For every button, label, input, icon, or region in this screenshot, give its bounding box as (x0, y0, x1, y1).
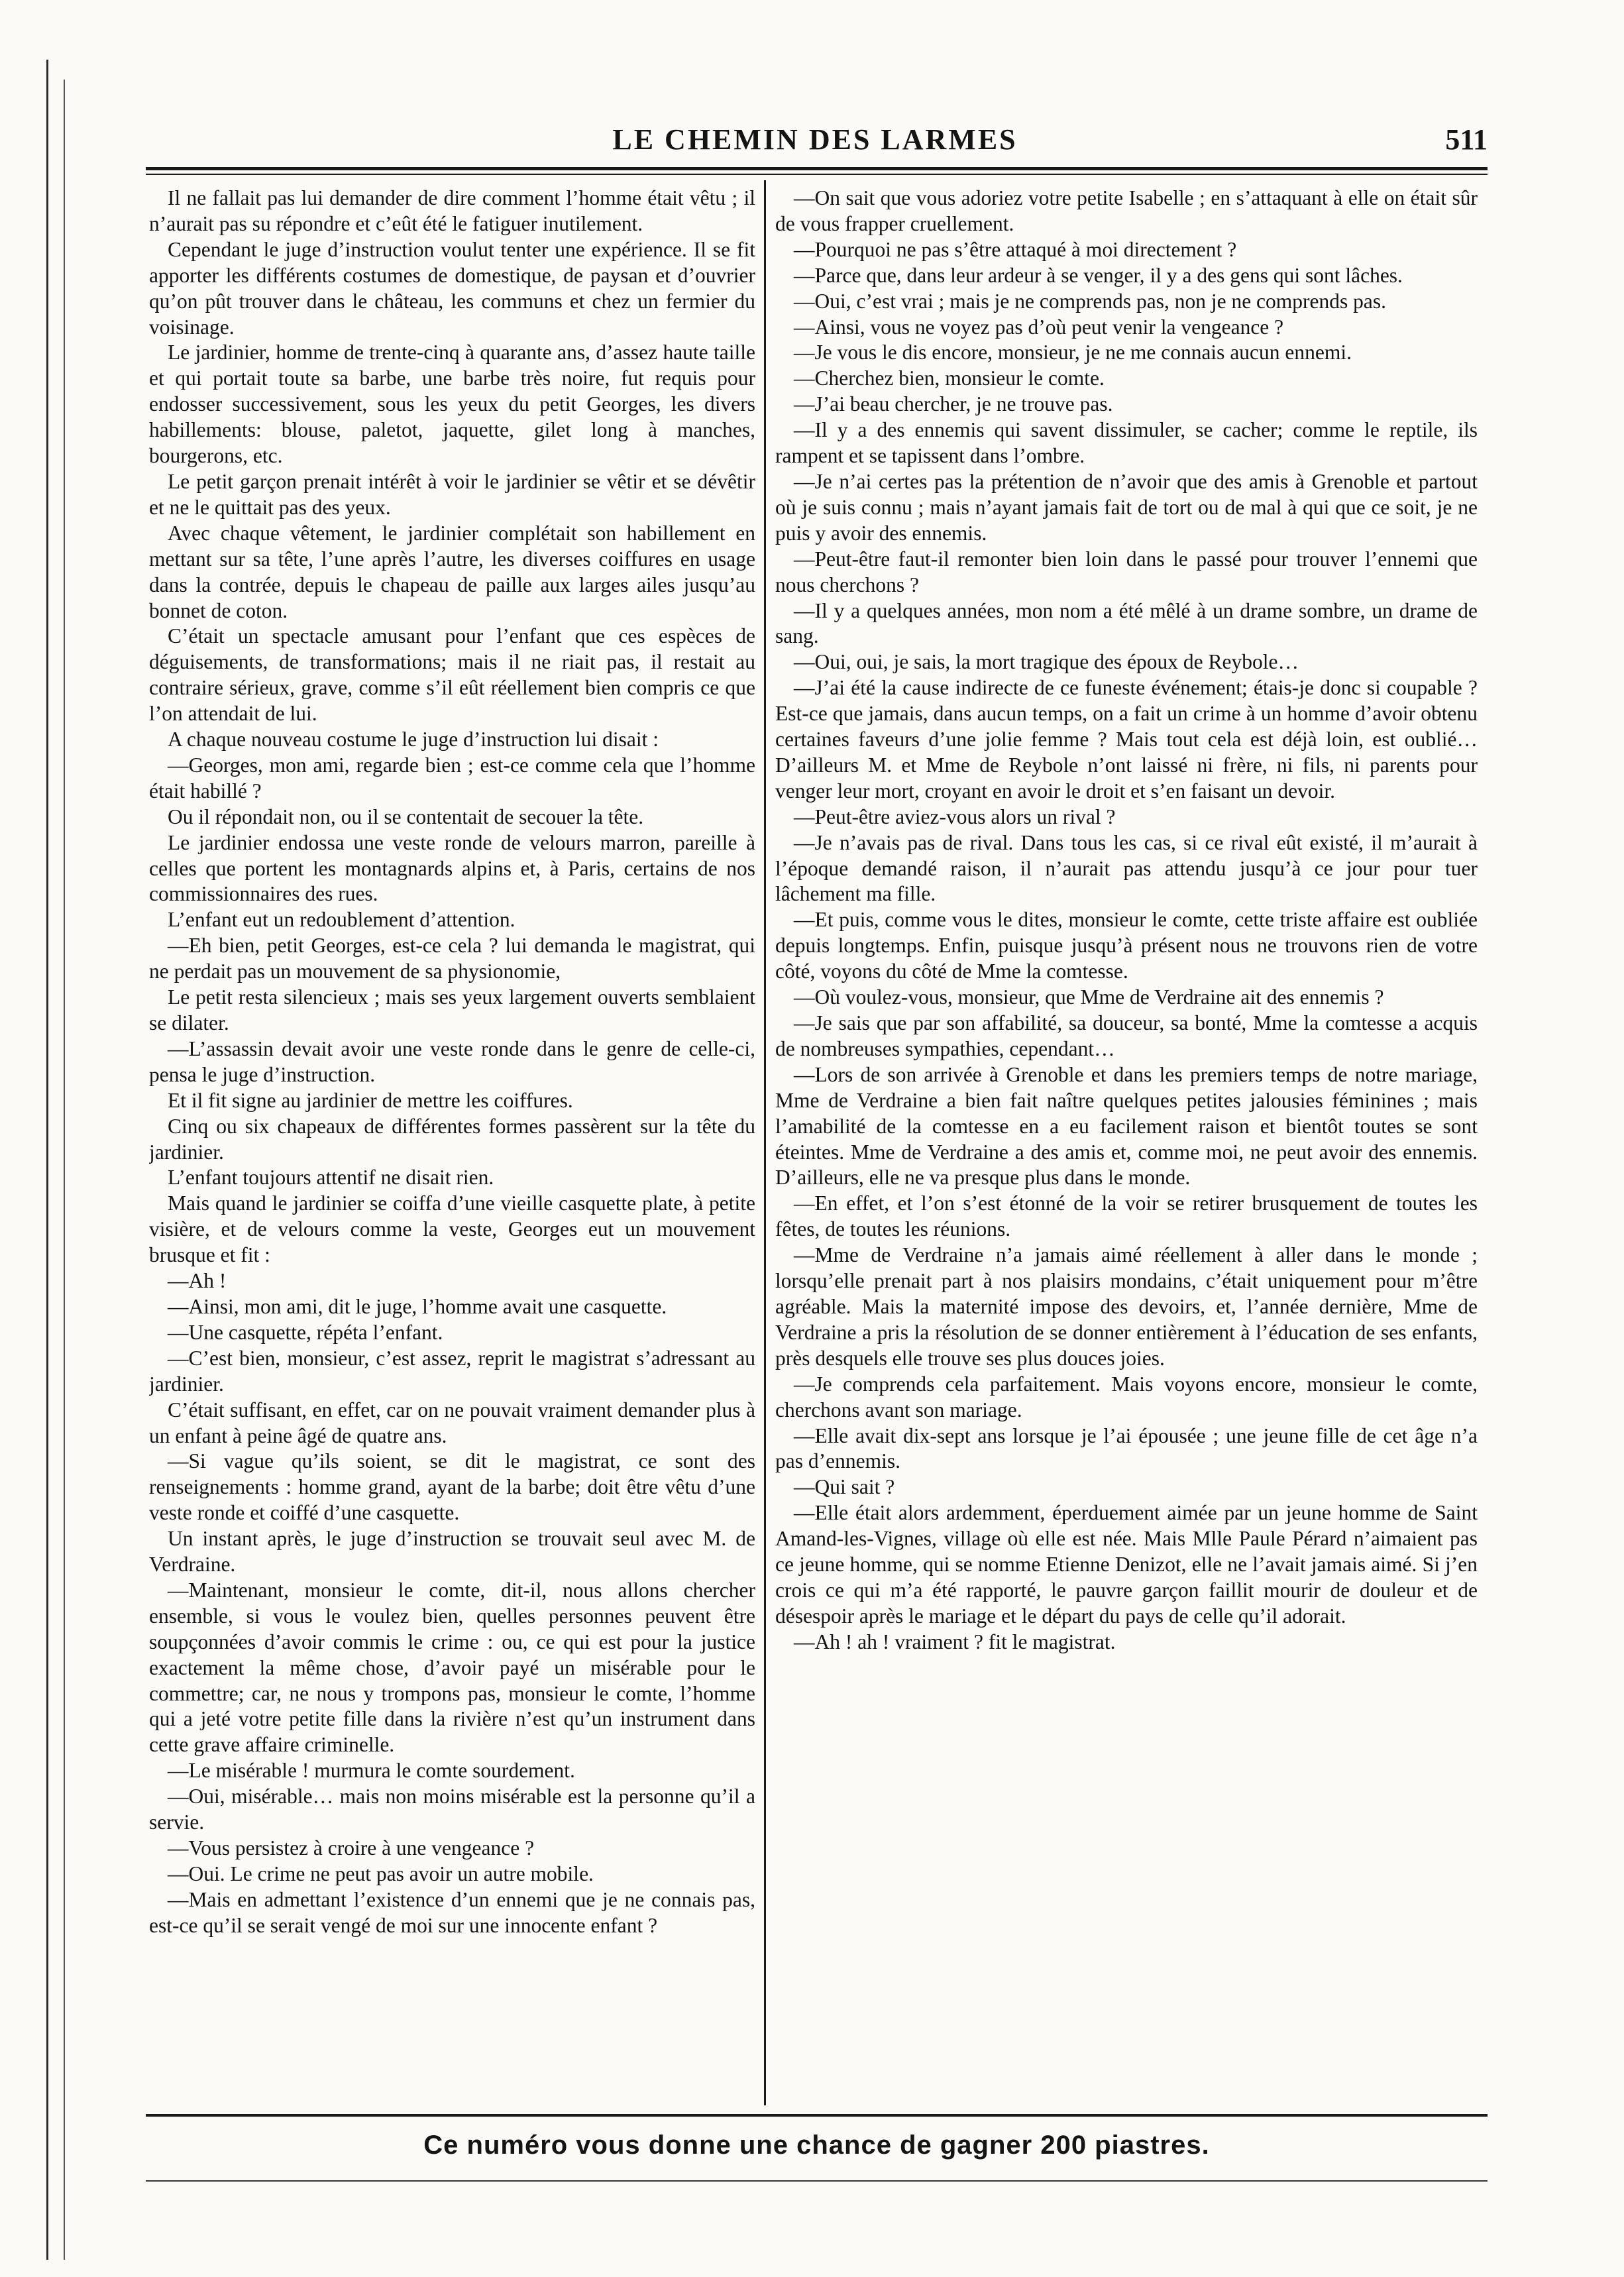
paragraph: —Le misérable ! murmura le comte sourdement. (168, 1759, 575, 1783)
paragraph: —Elle avait dix-sept ans lorsque je l’ai épousée ; une jeune fille de cet âge n’a pas d’ennemis. (775, 1423, 1478, 1473)
paragraph: —Ainsi, mon ami, dit le juge, l’homme avait une casquette. (168, 1294, 667, 1318)
paragraph: —Mme de Verdraine n’a jamais aimé réellement à aller dans le monde ; lorsqu’elle prenait part à nos plaisirs mondains, c’était uniquement pour m’être agréable. Mais la maternité impose des devoirs, et, l’année dernière, Mme de Verdraine a pris la résolution de se donner entièrement à l’éducation de ses enfants, près desquels elle trouve ses plus douces joies. (775, 1243, 1478, 1370)
header-rule (146, 167, 1488, 170)
paragraph: —On sait que vous adoriez votre petite Isabelle ; en s’attaquant à elle on était sûr de vous frapper cruellement. (775, 186, 1478, 235)
paragraph: —En effet, et l’on s’est étonné de la voir se retirer brusquement de toutes les fêtes, de toutes les réunions. (775, 1192, 1478, 1241)
paragraph: —Et puis, comme vous le dites, monsieur le comte, cette triste affaire est oubliée depuis longtemps. Enfin, puisque jusqu’à présent nous ne trouvons rien de votre côté, voyons du côté de Mme la comtesse. (775, 908, 1478, 983)
header-rule-thin (146, 174, 1488, 175)
paragraph: —C’est bien, monsieur, c’est assez, reprit le magistrat s’adressant au jardinier. (149, 1346, 755, 1396)
paragraph: —Oui. Le crime ne peut pas avoir un autre mobile. (168, 1861, 594, 1885)
page-number: 511 (1445, 123, 1488, 156)
paragraph: —Je sais que par son affabilité, sa douceur, sa bonté, Mme la comtesse a acquis de nombreuses sympathies, cependant… (775, 1011, 1478, 1060)
paragraph: —Je n’avais pas de rival. Dans tous les cas, si ce rival eût existé, il m’aurait à l’époque demandé raison, il n’aurait pas attendu jusqu’à ce jour pour tuer lâchement ma fille. (775, 830, 1478, 906)
right-column (775, 186, 1478, 2107)
paragraph: —Je comprends cela parfaitement. Mais voyons encore, monsieur le comte, cherchons avant son mariage. (775, 1372, 1478, 1421)
paragraph: —Lors de son arrivée à Grenoble et dans les premiers temps de notre mariage, Mme de Verdraine a bien fait naître quelques petites jalousies féminines ; mais l’amabilité de la comtesse en a eu facilement raison et bientôt toutes se sont éteintes. Mme de Verdraine a des amis et, comme moi, ne peut avoir des ennemis. D’ailleurs, elle ne va presque plus dans le monde. (775, 1062, 1478, 1190)
paragraph: —Maintenant, monsieur le comte, dit-il, nous allons chercher ensemble, si vous le voulez bien, quelles personnes peuvent être soupçonnées d’avoir commis le crime : ou, ce qui est pour la justice exactement la même chose, d’avoir payé un misérable pour le commettre; car, ne nous y trompons pas, monsieur le comte, l’homme qui a jeté votre petite fille dans la rivière n’est qu’un instrument dans cette grave affaire criminelle. (149, 1578, 755, 1757)
paragraph: Et il fit signe au jardinier de mettre les coiffures. (168, 1088, 573, 1112)
paragraph: —Ah ! (168, 1269, 227, 1293)
paragraph: —Pourquoi ne pas s’être attaqué à moi directement ? (794, 237, 1237, 261)
binding-edge-inner (64, 80, 65, 2260)
paragraph: Ou il répondait non, ou il se contentait de secouer la tête. (168, 805, 644, 828)
footer-note: Ce numéro vous donne une chance de gagner 200 piastres. (423, 2131, 1210, 2160)
paragraph: —Oui, misérable… mais non moins misérable est la personne qu’il a servie. (149, 1785, 755, 1834)
paragraph: —Ainsi, vous ne voyez pas d’où peut venir la vengeance ? (794, 315, 1284, 339)
paragraph: —Ah ! ah ! vraiment ? fit le magistrat. (794, 1630, 1116, 1653)
paragraph: Le jardinier endossa une veste ronde de velours marron, pareille à celles que portent les montagnards alpins et, à Paris, certains de nos commissionnaires des rues. (149, 830, 755, 906)
paragraph: —Elle était alors ardemment, éperduement aimée par un jeune homme de Saint Amand-les-Vignes, village où elle est née. Mais Mlle Paule Pérard n’aimaient pas ce jeune homme, qui se nomme Etienne Denizot, elle ne l’avait jamais aimé. Si j’en crois ce qui m’a été rapporté, le pauvre garçon faillit mourir de douleur et de désespoir après le mariage et le départ du pays de celle qu’il adorait. (775, 1501, 1478, 1628)
paragraph: —Peut-être aviez-vous alors un rival ? (794, 805, 1116, 828)
paragraph: —L’assassin devait avoir une veste ronde dans le genre de celle-ci, pensa le juge d’instruction. (149, 1036, 755, 1086)
paragraph: —Mais en admettant l’existence d’un ennemi que je ne connais pas, est-ce qu’il se serait vengé de moi sur une innocente enfant ? (149, 1887, 755, 1937)
paragraph: Il ne fallait pas lui demander de dire comment l’homme était vêtu ; il n’aurait pas su répondre et c’eût été le fatiguer inutilement. (149, 186, 755, 235)
running-title: LE CHEMIN DES LARMES (612, 123, 1018, 156)
paragraph: —Une casquette, répéta l’enfant. (168, 1320, 443, 1344)
paragraph: Un instant après, le juge d’instruction se trouvait seul avec M. de Verdraine. (149, 1527, 755, 1577)
paragraph: —Oui, oui, je sais, la mort tragique des époux de Reybole… (794, 650, 1299, 674)
paragraph: Cinq ou six chapeaux de différentes formes passèrent sur la tête du jardinier. (149, 1114, 755, 1164)
paragraph: —J’ai été la cause indirecte de ce funeste événement; étais-je donc si coupable ? Est-ce que jamais, dans aucun temps, on a fait un crime à un homme d’avoir obtenu certaines faveurs d’une jolie femme ? Mais tout cela est déjà loin, est oublié… D’ailleurs M. et Mme de Reybole n’ont laissé ni frère, ni fils, ni parents pour venger leur mort, croyant en avoir le droit et s’en faisant un devoir. (775, 676, 1478, 803)
paragraph: —Parce que, dans leur ardeur à se venger, il y a des gens qui sont lâches. (794, 263, 1403, 287)
paragraph: —Où voulez-vous, monsieur, que Mme de Verdraine ait des ennemis ? (794, 985, 1384, 1009)
paragraph: —Georges, mon ami, regarde bien ; est-ce comme cela que l’homme était habillé ? (149, 753, 755, 803)
paragraph: —Cherchez bien, monsieur le comte. (794, 366, 1105, 390)
paragraph: Cependant le juge d’instruction voulut tenter une expérience. Il se fit apporter les différents costumes de domestique, de paysan et d’ouvrier qu’on pût trouver dans le château, les communs et chez un fermier du voisinage. (149, 237, 755, 339)
column-divider (764, 180, 766, 2105)
paragraph: L’enfant eut un redoublement d’attention. (168, 908, 515, 932)
paragraph: —Qui sait ? (794, 1475, 895, 1499)
paragraph: —Il y a quelques années, mon nom a été mêlé à un drame sombre, un drame de sang. (775, 598, 1478, 648)
paragraph: Avec chaque vêtement, le jardinier complétait son habillement en mettant sur sa tête, l’une après l’autre, les diverses coiffures en usage dans la contrée, depuis le chapeau de paille aux larges ailes jusqu’au bonnet de coton. (149, 521, 755, 622)
paragraph: —Je n’ai certes pas la prétention de n’avoir que des amis à Grenoble et partout où je suis connu ; mais n’ayant jamais fait de tort ou de mal à qui que ce soit, je ne puis y avoir des ennemis. (775, 469, 1478, 545)
paragraph: —Si vague qu’ils soient, se dit le magistrat, ce sont des renseignements : homme grand, ayant de la barbe; doit être vêtu d’une veste ronde et coiffé d’une casquette. (149, 1449, 755, 1525)
paragraph: —Vous persistez à croire à une vengeance ? (168, 1836, 535, 1860)
paragraph: Le jardinier, homme de trente-cinq à quarante ans, d’assez haute taille et qui portait toute sa barbe, une barbe très noire, fut requis pour endosser successivement, sous les yeux du petit Georges, les divers habillements: blouse, paletot, jaquette, gilet long à manches, bourgerons, etc. (149, 341, 755, 468)
paragraph: C’était un spectacle amusant pour l’enfant que ces espèces de déguisements, de transformations; mais il ne riait pas, il restait au contraire sérieux, grave, comme s’il eût réellement bien compris ce que l’on attendait de lui. (149, 624, 755, 726)
paragraph: C’était suffisant, en effet, car on ne pouvait vraiment demander plus à un enfant à peine âgé de quatre ans. (149, 1398, 755, 1447)
binding-edge (46, 60, 48, 2260)
paragraph: —Je vous le dis encore, monsieur, je ne me connais aucun ennemi. (794, 341, 1352, 364)
paragraph: —J’ai beau chercher, je ne trouve pas. (794, 392, 1113, 416)
paragraph: A chaque nouveau costume le juge d’instruction lui disait : (168, 728, 659, 751)
paragraph: —Oui, c’est vrai ; mais je ne comprends pas, non je ne comprends pas. (794, 289, 1387, 313)
footer-rule (146, 2114, 1488, 2117)
paragraph: Le petit resta silencieux ; mais ses yeux largement ouverts semblaient se dilater. (149, 985, 755, 1034)
paragraph: Le petit garçon prenait intérêt à voir le jardinier se vêtir et se dévêtir et ne le quittait pas des yeux. (149, 469, 755, 519)
paragraph: Mais quand le jardinier se coiffa d’une vieille casquette plate, à petite visière, et de velours comme la veste, Georges eut un mouvement brusque et fit : (149, 1192, 755, 1267)
paragraph: —Eh bien, petit Georges, est-ce cela ? lui demanda le magistrat, qui ne perdait pas un mouvement de sa physionomie, (149, 934, 755, 983)
paragraph: —Peut-être faut-il remonter bien loin dans le passé pour trouver l’ennemi que nous cherchons ? (775, 547, 1478, 596)
paragraph: L’enfant toujours attentif ne disait rien. (168, 1166, 494, 1190)
footer-rule-thin (146, 2180, 1488, 2182)
page-header (142, 123, 1488, 162)
paragraph: —Il y a des ennemis qui savent dissimuler, se cacher; comme le reptile, ils rampent et se tapissent dans l’ombre. (775, 418, 1478, 468)
left-column (149, 186, 755, 2107)
